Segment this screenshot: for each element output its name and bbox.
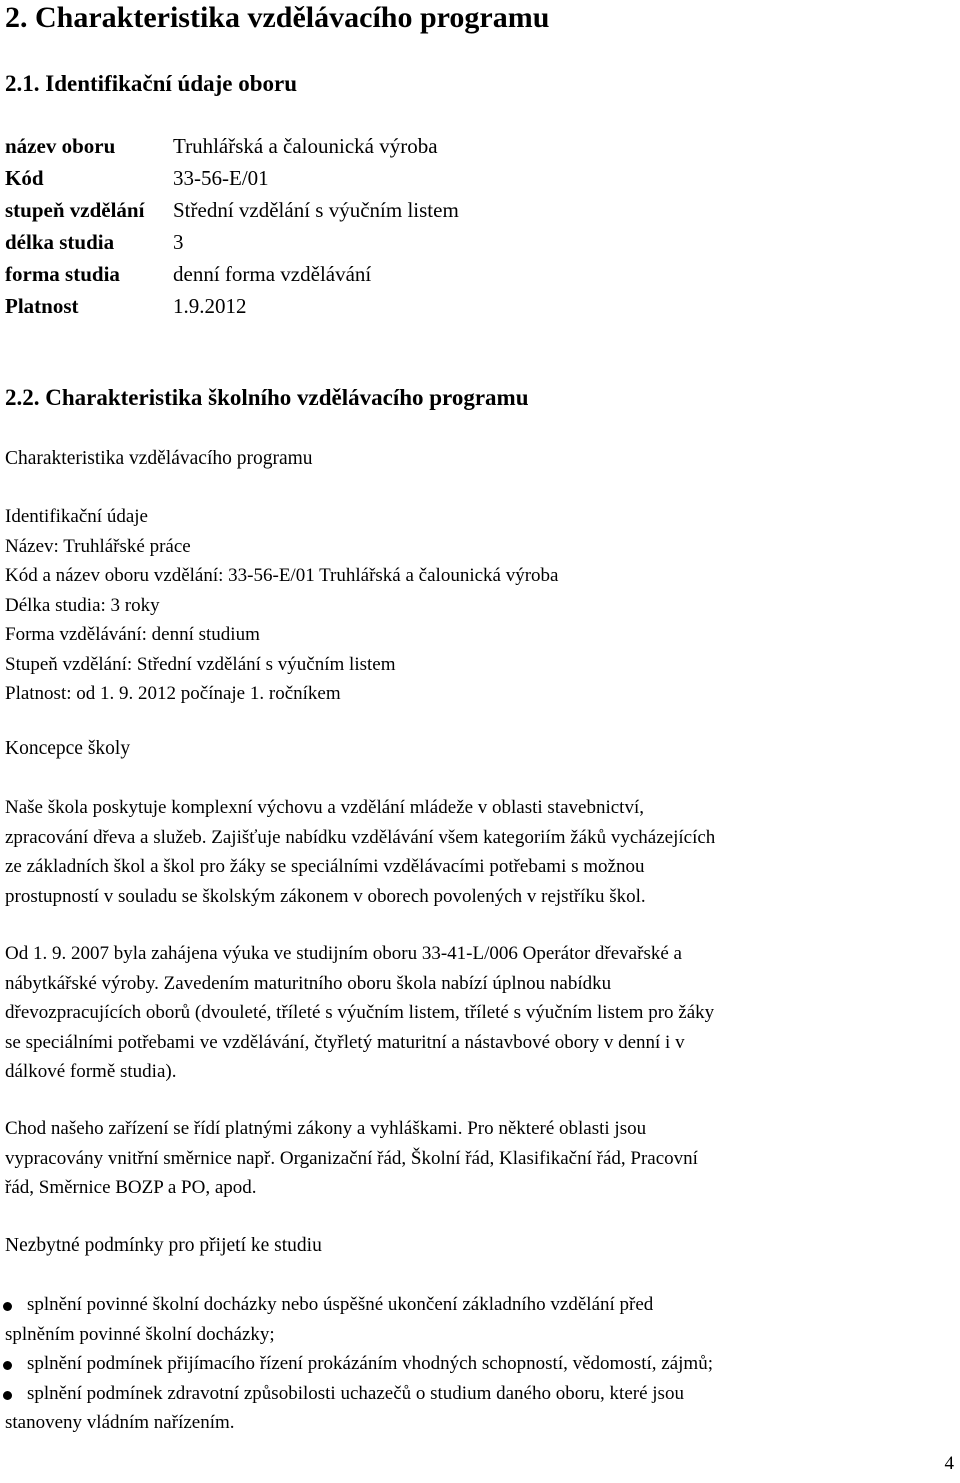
paragraph-line: dřevozpracujících oborů (dvouleté, tříleté s výučním listem, tříleté s výučním listem pro žáky xyxy=(5,1002,715,1023)
list-item xyxy=(5,1379,955,1438)
podminky-title: Nezbytné podmínky pro přijetí ke studiu xyxy=(5,1235,322,1256)
paragraph-3 xyxy=(5,1114,955,1203)
ident-value: 1.9.2012 xyxy=(173,294,247,318)
list-item-text: splnění povinné školní docházky nebo úspěšné ukončení základního vzdělání před xyxy=(27,1294,654,1315)
ident-value: 3 xyxy=(173,230,184,254)
school-subtitle: Charakteristika vzdělávacího programu xyxy=(5,448,313,469)
paragraph-line: ze základních škol a škol pro žáky se speciálními vzdělávacími potřebami s možnou xyxy=(5,856,645,877)
list-item-text: splnění podmínek zdravotní způsobilosti uchazečů o studium daného oboru, které jsou xyxy=(27,1382,684,1404)
ident-label: název oboru xyxy=(5,134,116,158)
ident-label: délka studia xyxy=(5,230,115,254)
ident-block-line: Délka studia: 3 roky xyxy=(5,594,160,616)
ident-block xyxy=(5,502,955,709)
bullet-icon xyxy=(3,1361,12,1370)
bullet-icon xyxy=(3,1391,12,1400)
ident-label: Kód xyxy=(5,166,44,190)
koncepce-title: Koncepce školy xyxy=(5,738,131,759)
paragraph-line: prostupností v souladu se školským zákonem v oborech povolených v rejstříku škol. xyxy=(5,885,646,907)
ident-block-line: Název: Truhlářské práce xyxy=(5,535,191,557)
list-item-text: splnění podmínek přijímacího řízení prokázáním vhodných schopností, vědomostí, zájmů; xyxy=(27,1353,713,1374)
paragraph-line: Naše škola poskytuje komplexní výchovu a vzdělání mládeže v oblasti stavebnictví, xyxy=(5,797,644,818)
conditions-list xyxy=(5,1290,955,1438)
paragraph-line: zpracování dřeva a služeb. Zajišťuje nabídku vzdělávání všem kategoriím žáků vycházejících xyxy=(5,826,716,848)
ident-block-line: Identifikační údaje xyxy=(5,506,148,527)
ident-heading: 2.1. Identifikační údaje oboru xyxy=(5,71,298,96)
paragraph-line: se speciálními potřebami ve vzdělávání, čtyřletý maturitní a nástavbové obory v denní i v xyxy=(5,1031,685,1053)
page-number: 4 xyxy=(944,1453,954,1474)
list-item xyxy=(5,1349,955,1379)
ident-block-line: Kód a název oboru vzdělání: 33-56-E/01 Truhlářská a čalounická výroba xyxy=(5,565,559,586)
list-item-continuation: splněním povinné školní docházky; xyxy=(5,1323,275,1345)
ident-label: Platnost xyxy=(5,294,79,318)
ident-label: stupeň vzdělání xyxy=(5,198,145,222)
school-program-heading: 2.2. Charakteristika školního vzdělávacího programu xyxy=(5,385,529,410)
ident-label: forma studia xyxy=(5,262,120,286)
ident-value: Truhlářská a čalounická výroba xyxy=(173,134,438,158)
paragraph-line: vypracovány vnitřní směrnice např. Organizační řád, Školní řád, Klasifikační řád, Pracovní xyxy=(5,1147,698,1169)
list-item xyxy=(5,1290,955,1349)
bullet-icon xyxy=(3,1302,12,1311)
ident-value: 33-56-E/01 xyxy=(173,166,269,190)
ident-block-line: Stupeň vzdělání: Střední vzdělání s výučním listem xyxy=(5,653,396,675)
ident-block-line: Platnost: od 1. 9. 2012 počínaje 1. ročníkem xyxy=(5,683,341,704)
ident-value: Střední vzdělání s výučním listem xyxy=(173,198,459,222)
paragraph-line: Chod našeho zařízení se řídí platnými zákony a vyhláškami. Pro některé oblasti jsou xyxy=(5,1118,647,1139)
paragraph-line: nábytkářské výroby. Zavedením maturitního oboru škola nabízí úplnou nabídku xyxy=(5,972,612,994)
paragraph-2 xyxy=(5,939,955,1087)
list-item-continuation: stanoveny vládním nařízením. xyxy=(5,1412,235,1433)
paragraph-line: dálkové formě studia). xyxy=(5,1061,177,1082)
paragraph-line: řád, Směrnice BOZP a PO, apod. xyxy=(5,1177,257,1198)
ident-block-line: Forma vzdělávání: denní studium xyxy=(5,624,260,645)
paragraph-line: Od 1. 9. 2007 byla zahájena výuka ve studijním oboru 33-41-L/006 Operátor dřevařské a xyxy=(5,943,682,964)
main-heading: 2. Charakteristika vzdělávacího programu xyxy=(5,1,550,34)
ident-value: denní forma vzdělávání xyxy=(173,262,372,286)
paragraph-1 xyxy=(5,793,955,911)
